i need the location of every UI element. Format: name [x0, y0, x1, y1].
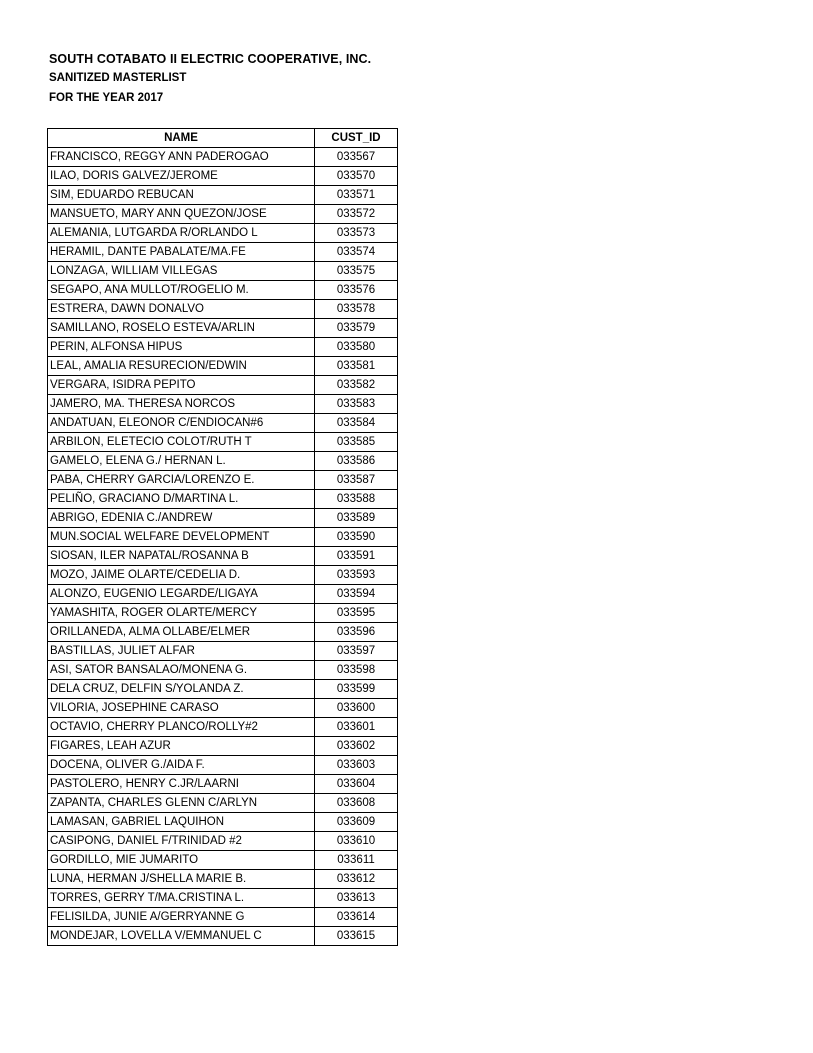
document-header: [49, 50, 371, 108]
customer-id-cell: 033608: [315, 794, 398, 813]
table-row: [48, 224, 398, 243]
customer-name-cell: PASTOLERO, HENRY C.JR/LAARNI: [48, 775, 315, 794]
table-row: [48, 870, 398, 889]
column-header-cust-id: CUST_ID: [315, 129, 398, 148]
table-header-row: [48, 129, 398, 148]
customer-name-cell: ASI, SATOR BANSALAO/MONENA G.: [48, 661, 315, 680]
table-row: [48, 281, 398, 300]
customer-name-cell: SEGAPO, ANA MULLOT/ROGELIO M.: [48, 281, 315, 300]
table-row: [48, 832, 398, 851]
customer-id-cell: 033591: [315, 547, 398, 566]
customer-id-cell: 033580: [315, 338, 398, 357]
customer-name-cell: MUN.SOCIAL WELFARE DEVELOPMENT: [48, 528, 315, 547]
customer-name-cell: LEAL, AMALIA RESURECION/EDWIN: [48, 357, 315, 376]
customer-id-cell: 033595: [315, 604, 398, 623]
customer-id-cell: 033588: [315, 490, 398, 509]
customer-id-cell: 033599: [315, 680, 398, 699]
table-row: [48, 851, 398, 870]
customer-id-cell: 033615: [315, 927, 398, 946]
customer-id-cell: 033578: [315, 300, 398, 319]
table-row: [48, 490, 398, 509]
table-row: [48, 528, 398, 547]
customer-id-cell: 033573: [315, 224, 398, 243]
customer-name-cell: DOCENA, OLIVER G./AIDA F.: [48, 756, 315, 775]
table-row: [48, 813, 398, 832]
table-row: [48, 452, 398, 471]
table-row: [48, 471, 398, 490]
table-row: [48, 775, 398, 794]
customer-id-cell: 033598: [315, 661, 398, 680]
document-year: FOR THE YEAR 2017: [49, 92, 164, 104]
table-row: [48, 699, 398, 718]
customer-name-cell: CASIPONG, DANIEL F/TRINIDAD #2: [48, 832, 315, 851]
customer-id-cell: 033570: [315, 167, 398, 186]
table-row: [48, 262, 398, 281]
customer-name-cell: OCTAVIO, CHERRY PLANCO/ROLLY#2: [48, 718, 315, 737]
organization-name: SOUTH COTABATO II ELECTRIC COOPERATIVE, INC.: [49, 52, 372, 66]
customer-id-cell: 033585: [315, 433, 398, 452]
customer-name-cell: ZAPANTA, CHARLES GLENN C/ARLYN: [48, 794, 315, 813]
table-row: [48, 756, 398, 775]
customer-id-cell: 033609: [315, 813, 398, 832]
customer-id-cell: 033571: [315, 186, 398, 205]
customer-name-cell: LAMASAN, GABRIEL LAQUIHON: [48, 813, 315, 832]
table-row: [48, 927, 398, 946]
table-row: [48, 319, 398, 338]
customer-id-cell: 033602: [315, 737, 398, 756]
customer-name-cell: ILAO, DORIS GALVEZ/JEROME: [48, 167, 315, 186]
customer-id-cell: 033572: [315, 205, 398, 224]
customer-id-cell: 033582: [315, 376, 398, 395]
customer-id-cell: 033597: [315, 642, 398, 661]
table-row: [48, 908, 398, 927]
table-row: [48, 737, 398, 756]
customer-name-cell: MOZO, JAIME OLARTE/CEDELIA D.: [48, 566, 315, 585]
customer-name-cell: ABRIGO, EDENIA C./ANDREW: [48, 509, 315, 528]
table-row: [48, 395, 398, 414]
table-row: [48, 338, 398, 357]
customer-id-cell: 033594: [315, 585, 398, 604]
customer-name-cell: VERGARA, ISIDRA PEPITO: [48, 376, 315, 395]
customer-id-cell: 033576: [315, 281, 398, 300]
customer-id-cell: 033601: [315, 718, 398, 737]
customer-id-cell: 033612: [315, 870, 398, 889]
customer-name-cell: GAMELO, ELENA G./ HERNAN L.: [48, 452, 315, 471]
customer-name-cell: LUNA, HERMAN J/SHELLA MARIE B.: [48, 870, 315, 889]
customer-id-cell: 033610: [315, 832, 398, 851]
table-row: [48, 300, 398, 319]
table-row: [48, 433, 398, 452]
customer-name-cell: FELISILDA, JUNIE A/GERRYANNE G: [48, 908, 315, 927]
customer-name-cell: ANDATUAN, ELEONOR C/ENDIOCAN#6: [48, 414, 315, 433]
customer-id-cell: 033581: [315, 357, 398, 376]
customer-id-cell: 033614: [315, 908, 398, 927]
customer-id-cell: 033586: [315, 452, 398, 471]
customer-name-cell: VILORIA, JOSEPHINE CARASO: [48, 699, 315, 718]
customer-name-cell: BASTILLAS, JULIET ALFAR: [48, 642, 315, 661]
customer-name-cell: ALONZO, EUGENIO LEGARDE/LIGAYA: [48, 585, 315, 604]
table-row: [48, 186, 398, 205]
customer-name-cell: PERIN, ALFONSA HIPUS: [48, 338, 315, 357]
customer-name-cell: TORRES, GERRY T/MA.CRISTINA L.: [48, 889, 315, 908]
table-row: [48, 205, 398, 224]
customer-id-cell: 033583: [315, 395, 398, 414]
customer-id-cell: 033574: [315, 243, 398, 262]
table-row: [48, 547, 398, 566]
customer-name-cell: FRANCISCO, REGGY ANN PADEROGAO: [48, 148, 315, 167]
table-row: [48, 414, 398, 433]
column-header-name: NAME: [48, 129, 315, 148]
customer-id-cell: 033589: [315, 509, 398, 528]
customer-name-cell: PELIÑO, GRACIANO D/MARTINA L.: [48, 490, 315, 509]
customer-name-cell: HERAMIL, DANTE PABALATE/MA.FE: [48, 243, 315, 262]
customer-id-cell: 033604: [315, 775, 398, 794]
customer-id-cell: 033603: [315, 756, 398, 775]
customer-name-cell: DELA CRUZ, DELFIN S/YOLANDA Z.: [48, 680, 315, 699]
customer-id-cell: 033600: [315, 699, 398, 718]
customer-name-cell: SIM, EDUARDO REBUCAN: [48, 186, 315, 205]
table-row: [48, 680, 398, 699]
customer-id-cell: 033590: [315, 528, 398, 547]
customer-id-cell: 033613: [315, 889, 398, 908]
customer-id-cell: 033611: [315, 851, 398, 870]
table-row: [48, 148, 398, 167]
table-row: [48, 642, 398, 661]
table-row: [48, 509, 398, 528]
customer-id-cell: 033575: [315, 262, 398, 281]
customer-name-cell: FIGARES, LEAH AZUR: [48, 737, 315, 756]
table-row: [48, 357, 398, 376]
customer-name-cell: SIOSAN, ILER NAPATAL/ROSANNA B: [48, 547, 315, 566]
customer-name-cell: GORDILLO, MIE JUMARITO: [48, 851, 315, 870]
table-row: [48, 718, 398, 737]
customer-name-cell: MANSUETO, MARY ANN QUEZON/JOSE: [48, 205, 315, 224]
table-row: [48, 794, 398, 813]
table-row: [48, 623, 398, 642]
customer-id-cell: 033593: [315, 566, 398, 585]
masterlist-table: [47, 128, 398, 946]
customer-name-cell: MONDEJAR, LOVELLA V/EMMANUEL C: [48, 927, 315, 946]
customer-name-cell: LONZAGA, WILLIAM VILLEGAS: [48, 262, 315, 281]
customer-name-cell: ORILLANEDA, ALMA OLLABE/ELMER: [48, 623, 315, 642]
customer-id-cell: 033596: [315, 623, 398, 642]
customer-name-cell: JAMERO, MA. THERESA NORCOS: [48, 395, 315, 414]
table-row: [48, 889, 398, 908]
table-row: [48, 243, 398, 262]
customer-id-cell: 033587: [315, 471, 398, 490]
customer-id-cell: 033579: [315, 319, 398, 338]
customer-id-cell: 033567: [315, 148, 398, 167]
customer-name-cell: ESTRERA, DAWN DONALVO: [48, 300, 315, 319]
document-subtitle: SANITIZED MASTERLIST: [49, 72, 187, 84]
table-row: [48, 566, 398, 585]
customer-name-cell: YAMASHITA, ROGER OLARTE/MERCY: [48, 604, 315, 623]
table-body: [48, 148, 398, 946]
table-row: [48, 167, 398, 186]
table-row: [48, 376, 398, 395]
table-row: [48, 661, 398, 680]
customer-name-cell: ARBILON, ELETECIO COLOT/RUTH T: [48, 433, 315, 452]
customer-name-cell: SAMILLANO, ROSELO ESTEVA/ARLIN: [48, 319, 315, 338]
customer-name-cell: ALEMANIA, LUTGARDA R/ORLANDO L: [48, 224, 315, 243]
customer-name-cell: PABA, CHERRY GARCIA/LORENZO E.: [48, 471, 315, 490]
table-row: [48, 585, 398, 604]
customer-id-cell: 033584: [315, 414, 398, 433]
table-row: [48, 604, 398, 623]
